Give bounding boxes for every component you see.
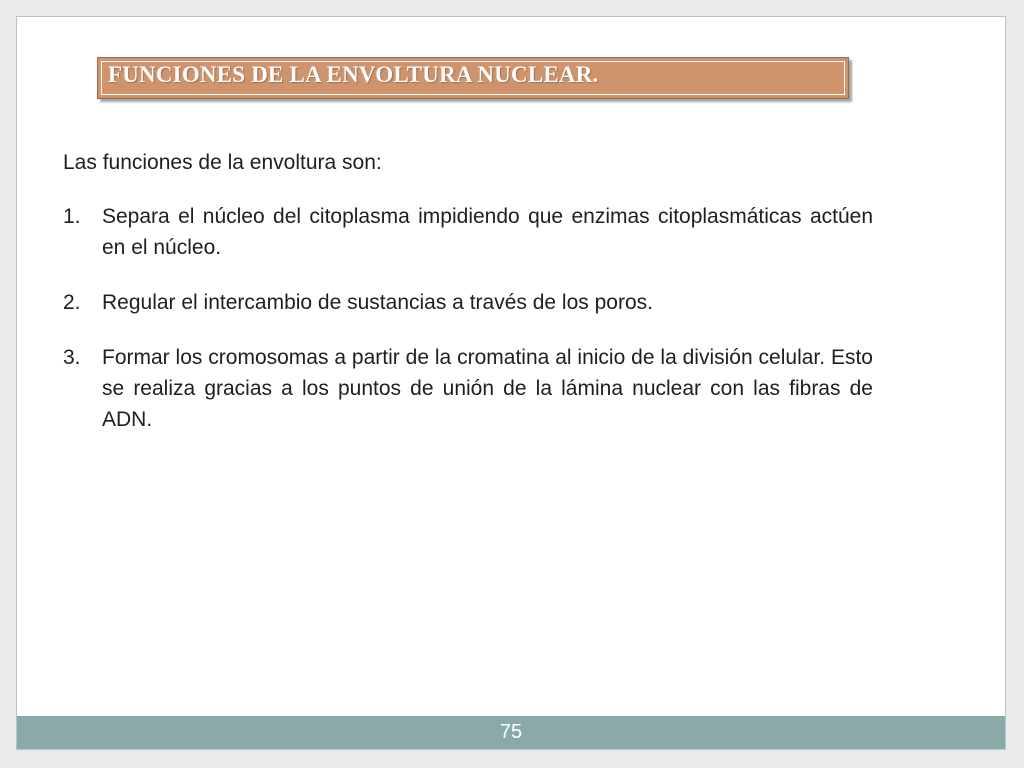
list-item <box>63 287 873 318</box>
intro-text: Las funciones de la envoltura son: <box>63 151 382 174</box>
list-item-number: 2. <box>63 291 81 314</box>
list-item-text: Separa el núcleo del citoplasma impidiendo que enzimas citoplasmáticas actúen en el núcleo. <box>102 205 873 259</box>
slide-title: FUNCIONES DE LA ENVOLTURA NUCLEAR. <box>108 62 599 87</box>
slide-content <box>63 147 873 459</box>
list-item-number: 3. <box>63 346 81 369</box>
list-item-text: Regular el intercambio de sustancias a través de los poros. <box>102 291 653 314</box>
list-item-text: Formar los cromosomas a partir de la cromatina al inicio de la división celular. Esto se realiza gracias a los puntos de unión de la lámina nuclear con las fibras de ADN. <box>102 346 873 431</box>
title-banner <box>97 57 849 99</box>
functions-list <box>63 201 873 435</box>
footer-bar <box>17 716 1005 749</box>
slide <box>16 16 1006 750</box>
list-item <box>63 201 873 263</box>
list-item-number: 1. <box>63 205 81 228</box>
list-item <box>63 342 873 435</box>
page-number: 75 <box>499 721 523 743</box>
